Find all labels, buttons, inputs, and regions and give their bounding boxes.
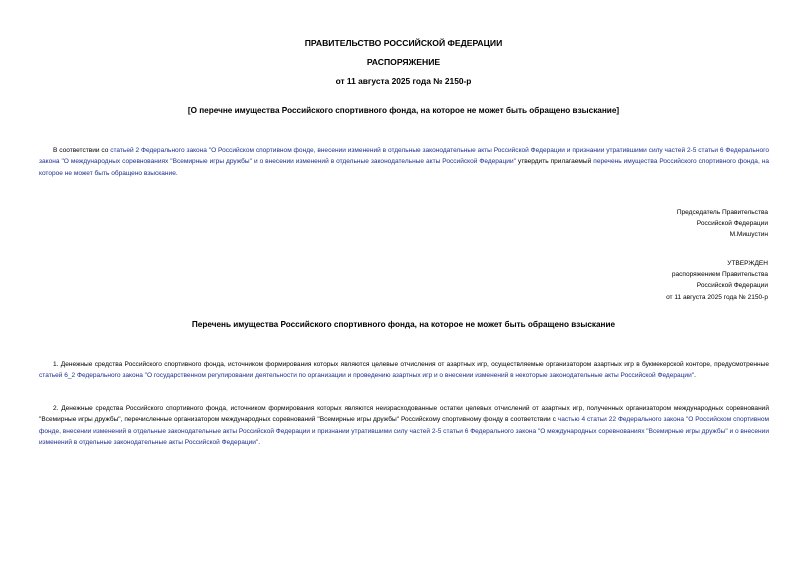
list-item-text: . (694, 372, 696, 380)
document-type: РАСПОРЯЖЕНИЕ (366, 57, 441, 67)
list-item-text: . (258, 439, 261, 447)
approval-label: УТВЕРЖДЕН (727, 260, 768, 267)
approval-date: от 11 августа 2025 года № 2150-р (666, 293, 768, 301)
list-title: Перечень имущества Российского спортивного фонда, на которое не может быть обращено взыскание (191, 320, 616, 329)
preamble-text: В соответствии со (53, 147, 111, 154)
property-list-link[interactable]: перечень имущества Российского спортивного фонда, на которое не может быть обращено взыскание (39, 158, 769, 177)
government-heading: ПРАВИТЕЛЬСТВО РОССИЙСКОЙ ФЕДЕРАЦИИ (304, 38, 503, 48)
approval-country: Российской Федерации (696, 282, 768, 290)
gambling-law-link[interactable]: статьей 6_2 Федерального закона "О государственном регулировании деятельности по организации и проведению азартных игр и о внесении изменений в некоторые законодательные акты Российской Федерации" (39, 372, 695, 380)
law-article-link[interactable]: статьей 2 Федерального закона "О Российском спортивном фонде, внесении изменений в отдельные законодательные акты Российской Федерации и признании утратившими силу частей 2-5 статьи 6 Федерального закона "О международных соревнованиях "Всемирные игры дружбы" и о внесении изменений в отдельные законодательные акты Российской Федерации" (39, 147, 769, 166)
approval-source: распоряжением Правительства (671, 271, 768, 279)
list-item-1 (39, 359, 769, 382)
list-item-2 (39, 403, 769, 449)
preamble-paragraph (39, 145, 769, 179)
preamble-text: . (175, 169, 178, 177)
signature-position: Председатель Правительства (676, 209, 768, 216)
sport-fund-law-link[interactable]: частью 4 статьи 22 Федерального закона "О Российском спортивном фонде, внесении изменений в отдельные законодательные акты Российской Федерации и признании утратившими силу частей 2-5 статьи 6 Федерального закона "О международных соревнованиях "Всемирные игры дружбы" и о внесении изменений в отдельные законодательные акты Российской Федерации" (39, 416, 769, 447)
signature-country: Российской Федерации (696, 220, 768, 228)
signature-block (677, 207, 768, 241)
signature-name: М.Мишустин (729, 231, 768, 239)
document-title: [О перечне имущества Российского спортивного фонда, на которое не может быть обращено взыскание] (187, 106, 620, 115)
list-item-text: 2. Денежные средства Российского спортивного фонда, источником формирования которых являются неизрасходованные остатки целевых отчислений от азартных игр, полученных организатором международных соревнований "Всемирные игры дружбы", перечисленные организатором международных соревнований "Всемирные игры дружбы" Российскому спортивному фонду в соответствии с (39, 405, 769, 424)
list-item-text: 1. Денежные средства Российского спортивного фонда, источником формирования которых являются целевые отчисления от азартных игр, осуществляемые организатором азартных игр в букмекерской конторе, предусмотренные (53, 361, 769, 368)
document-date-number: от 11 августа 2025 года № 2150-р (335, 76, 472, 86)
approval-block (666, 258, 768, 303)
preamble-text: утвердить прилагаемый (515, 158, 594, 166)
